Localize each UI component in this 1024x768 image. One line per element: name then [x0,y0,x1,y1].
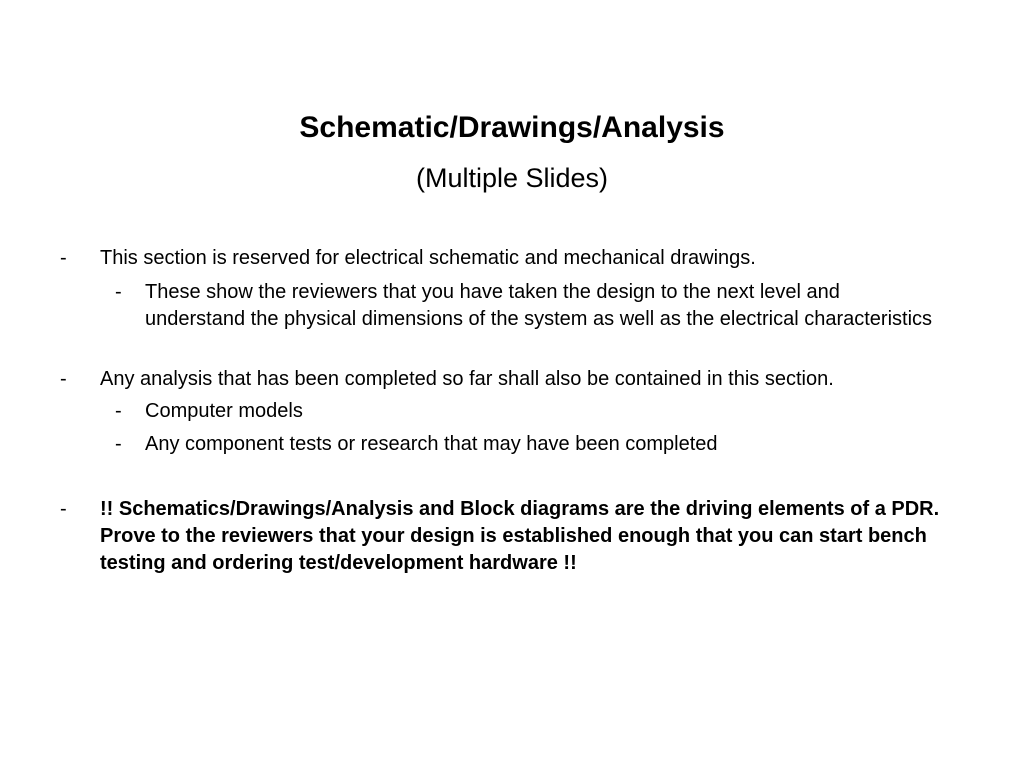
sub-bullet-dash: - [115,400,122,422]
bullet-item: This section is reserved for electrical schematic and mechanical drawings. [100,247,756,269]
sub-bullet-item: Any component tests or research that may have been completed [145,433,718,455]
bullet-item: Any analysis that has been completed so far shall also be contained in this section. [100,368,834,390]
sub-bullet-item: Computer models [145,400,303,422]
slide-title: Schematic/Drawings/Analysis [299,111,725,144]
bullet-dash: - [60,368,67,390]
bullet-dash: - [60,247,67,269]
sub-bullet-dash: - [115,281,122,303]
slide-subtitle: (Multiple Slides) [415,163,609,193]
bullet-item-emphasis: !! Schematics/Drawings/Analysis and Block diagrams are the driving elements of a PDR. Prove to the reviewers that your design is established enough that you can start bench testing and ordering test/development hardware !! [100,498,940,574]
sub-bullet-item: These show the reviewers that you have taken the design to the next level and understand the physical dimensions of the system as well as the electrical characteristics [145,281,933,330]
bullet-dash: - [60,498,67,520]
sub-bullet-dash: - [115,433,122,455]
